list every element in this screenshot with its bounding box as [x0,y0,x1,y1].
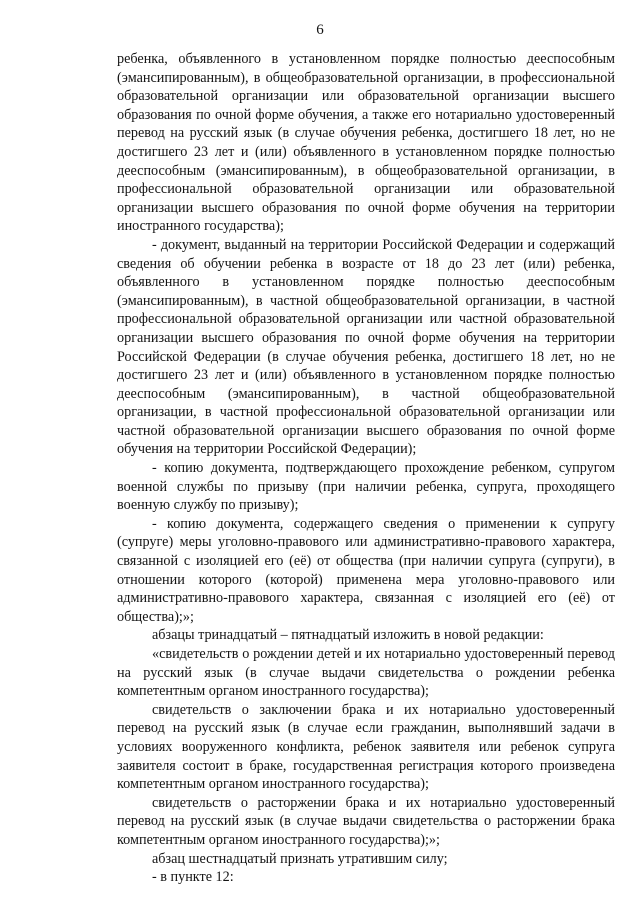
page-number: 6 [316,22,324,38]
paragraph-document-russian-federation: - документ, выданный на территории Российской Федерации и содержащий сведения об обучении ребенка в возрасте от 18 до 23 лет (или) ребенка, объявленного в установленном порядке полностью дееспособным (эмансипированным), в частной общеобразовательной организации, в частной профессиональной образовательной организации или частной образовательной организации высшего образования по очной форме обучения на территории Российской Федерации (в случае обучения ребенка, достигшего 18 лет, но не достигшего 23 лет и (или) объявленного в установленном порядке полностью дееспособным (эмансипированным), в частной общеобразовательной организации, в частной профессиональной образовательной организации или частной образовательной организации высшего образования по очной форме обучения на территории Российской Федерации); [117,236,615,458]
paragraph-birth-certificates: «свидетельств о рождении детей и их нотариально удостоверенный перевод на русский язык (в случае выдачи свидетельства о рождении ребенка компетентным органом иностранного государства); [117,646,615,700]
paragraph-divorce-certificates: свидетельств о расторжении брака и их нотариально удостоверенный перевод на русский язык (в случае выдачи свидетельства о расторжении брака компетентным органом иностранного государства);»; [117,794,615,848]
document-body [117,50,615,887]
paragraph-isolation-measure-copy: - копию документа, содержащего сведения о применении к супругу (супруге) меры уголовно-правового или административно-правового характера, связанной с изоляцией его (её) от общества (при наличии супруга (супруги), в отношении которого (которой) применена мера уголовно-правового или административно-правового характера, связанная с изоляцией его (её) от общества);»; [117,515,615,625]
paragraph-sixteenth-void: абзац шестнадцатый признать утратившим силу; [152,850,448,867]
paragraph-continuation: ребенка, объявленного в установленном порядке полностью дееспособным (эмансипированным), в общеобразовательной организации, в профессиональной образовательной организации или образовательной организации высшего образования по очной форме обучения, а также его нотариально удостоверенный перевод на русский язык (в случае обучения ребенка, достигшего 18 лет, но не достигшего 23 лет и (или) объявленного в установленном порядке полностью дееспособным (эмансипированным), в общеобразовательной организации, в профессиональной образовательной организации или образовательной организации высшего образования по очной форме обучения на территории иностранного государства); [117,51,615,235]
paragraph-military-service-copy: - копию документа, подтверждающего прохождение ребенком, супругом военной службы по призыву (при наличии ребенка, супруга, проходящего военную службу по призыву); [117,460,615,514]
paragraph-marriage-certificates: свидетельств о заключении брака и их нотариально удостоверенный перевод на русский язык (в случае если гражданин, выполнявший задачи в условиях вооруженного конфликта, ребенок заявителя или ребенок супруга заявителя состоит в браке, государственная регистрация которого произведена компетентным органом иностранного государства); [117,701,615,793]
paragraph-item-12: - в пункте 12: [152,869,234,886]
paragraph-amendment-instruction: абзацы тринадцатый – пятнадцатый изложить в новой редакции: [152,627,544,644]
